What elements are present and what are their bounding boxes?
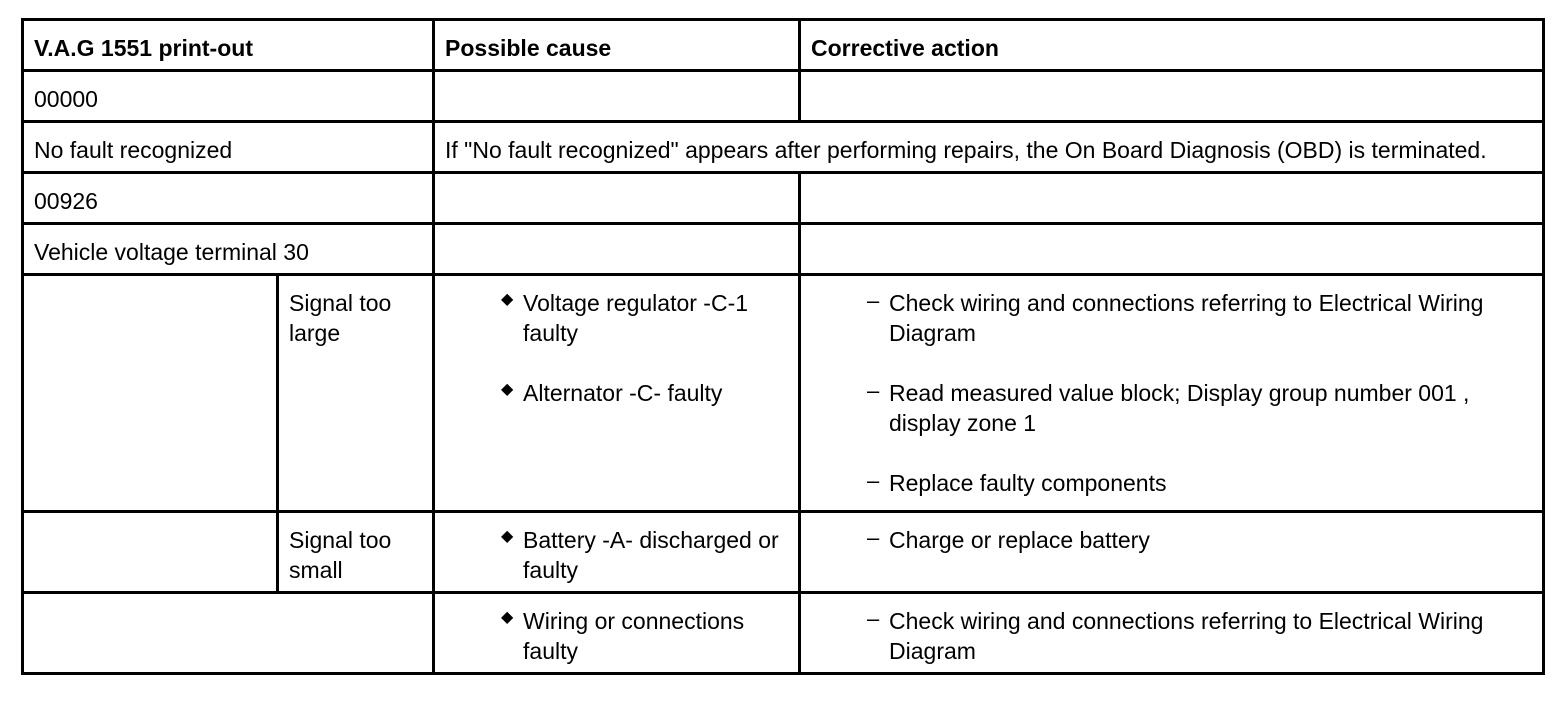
empty-cell [434,71,800,122]
diamond-bullet-icon: ◆ [501,528,514,545]
cause-cell [434,512,800,593]
dash-icon: – [867,288,880,313]
diagnosis-table [21,18,1545,675]
fault-note: If "No fault recognized" appears after performing repairs, the On Board Diagnosis (OBD) is terminated. [434,122,1544,173]
action-cell [800,593,1544,674]
table-row [23,173,1544,224]
diamond-bullet-icon: ◆ [501,609,514,626]
cause-cell [434,593,800,674]
diamond-bullet-icon: ◆ [501,381,514,398]
empty-cell [800,173,1544,224]
empty-cell [434,224,800,275]
cause-item: ◆ Battery -A- discharged or faulty [501,527,779,583]
action-item: – Replace faulty components [867,468,1167,496]
table-row [23,275,1544,512]
fault-code: 00000 [23,71,434,122]
dash-icon: – [867,378,880,403]
condition-label: Signal too small [278,512,434,593]
fault-code: 00926 [23,173,434,224]
diamond-bullet-icon: ◆ [501,291,514,308]
header-action: Corrective action [800,20,1544,71]
empty-cell [23,275,278,512]
dash-icon: – [867,606,880,631]
cause-item: ◆ Wiring or connections faulty [501,608,745,664]
action-item: – Read measured value block; Display group number 001 , display zone 1 [867,378,1470,436]
table-row [23,512,1544,593]
cause-cell [434,275,800,512]
action-item: – Charge or replace battery [867,525,1150,553]
action-cell [800,512,1544,593]
empty-cell [800,71,1544,122]
empty-cell [800,224,1544,275]
empty-cell [434,173,800,224]
action-item: – Check wiring and connections referring to Electrical Wiring Diagram [867,288,1484,346]
dash-icon: – [867,525,880,550]
cause-item: ◆ Alternator -C- faulty [501,380,723,406]
header-printout: V.A.G 1551 print-out [23,20,434,71]
action-cell [800,275,1544,512]
empty-cell [23,593,434,674]
action-item: – Check wiring and connections referring to Electrical Wiring Diagram [867,606,1484,664]
table-row [23,71,1544,122]
table-row [23,593,1544,674]
condition-label: Signal too large [278,275,434,512]
table-row [23,122,1544,173]
empty-cell [23,512,278,593]
table-row [23,224,1544,275]
header-cause: Possible cause [434,20,800,71]
cause-item: ◆ Voltage regulator -C-1 faulty [501,290,749,346]
header-row [23,20,1544,71]
fault-label: No fault recognized [23,122,434,173]
dash-icon: – [867,468,880,493]
fault-label: Vehicle voltage terminal 30 [23,224,434,275]
